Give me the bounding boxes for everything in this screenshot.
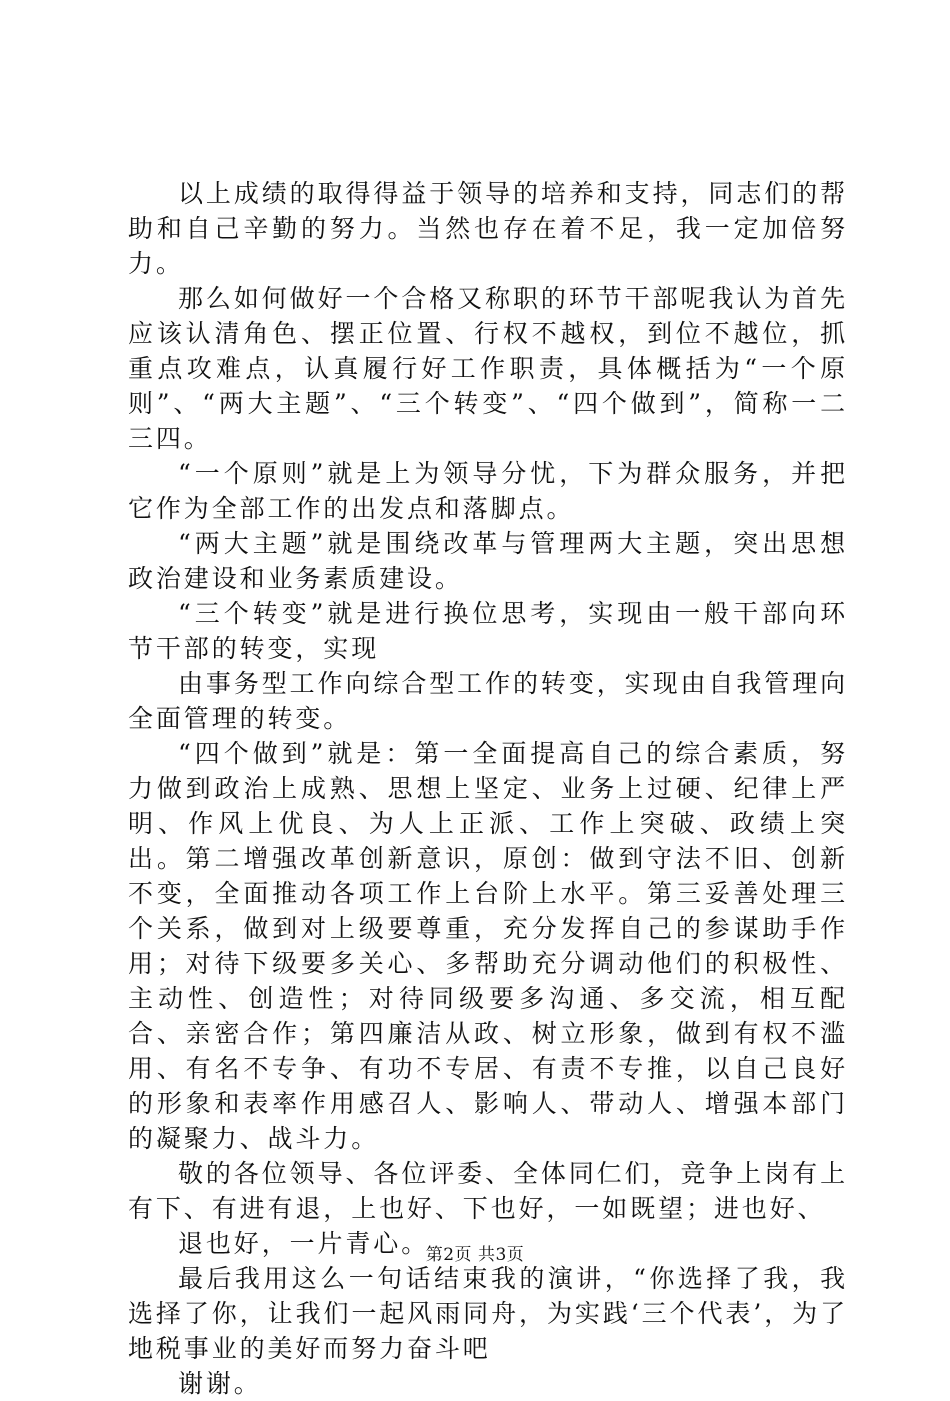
paragraph-thanks: 谢谢。 (178, 1369, 262, 1398)
paragraph-three-changes-continued: 由事务型工作向综合型工作的转变，实现由自我管理向全面管理的转变。 (128, 669, 848, 733)
paragraph-one-principle: “一个原则”就是上为领导分忧，下为群众服务，并把它作为全部工作的出发点和落脚点。 (128, 459, 848, 523)
page-number-footer: 第2页 共3页 (425, 1245, 525, 1265)
paragraph-closing: 最后我用这么一句话结束我的演讲，“你选择了我，我选择了你，让我们一起风雨同舟，为实践‘三个代表’，为了地税事业的美好而努力奋斗吧 (128, 1264, 848, 1363)
paragraph-three-changes: “三个转变”就是进行换位思考，实现由一般干部向环节干部的转变，实现 (128, 599, 848, 663)
paragraph-four-achievements: “四个做到”就是：第一全面提高自己的综合素质，努力做到政治上成熟、思想上坚定、业务上过硬、纪律上严明、作风上优良、为人上正派、工作上突破、政绩上突出。第二增强改革创新意识，原创：做到守法不旧、创新不变，全面推动各项工作上台阶上水平。第三妥善处理三个关系，做到对上级要尊重，充分发挥自己的参谋助手作用；对待下级要多关心、多帮助充分调动他们的积极性、主动性、创造性；对待同级要多沟通、多交流，相互配合、亲密合作；第四廉洁从政、树立形象，做到有权不滥用、有名不专争、有功不专居、有责不专推，以自己良好的形象和表率作用感召人、影响人、带动人、增强本部门的凝聚力、战斗力。 (128, 739, 848, 1153)
paragraph-how-to-be-cadre: 那么如何做好一个合格又称职的环节干部呢我认为首先应该认清角色、摆正位置、行权不越权，到位不越位，抓重点攻难点，认真履行好工作职责，具体概括为“一个原则”、“两大主题”、“三个转变”、“四个做到”，简称一二三四。 (128, 284, 848, 453)
paragraph-address-continued: 退也好，一片青心。 (178, 1229, 430, 1258)
document-body (128, 176, 848, 1401)
paragraph-address-judges: 敬的各位领导、各位评委、全体同仁们，竞争上岗有上有下、有进有退，上也好、下也好，一如既望；进也好、 (128, 1159, 848, 1223)
paragraph-achievements: 以上成绩的取得得益于领导的培养和支持，同志们的帮助和自己辛勤的努力。当然也存在着不足，我一定加倍努力。 (128, 179, 848, 278)
paragraph-two-themes: “两大主题”就是围绕改革与管理两大主题，突出思想政治建设和业务素质建设。 (128, 529, 848, 593)
